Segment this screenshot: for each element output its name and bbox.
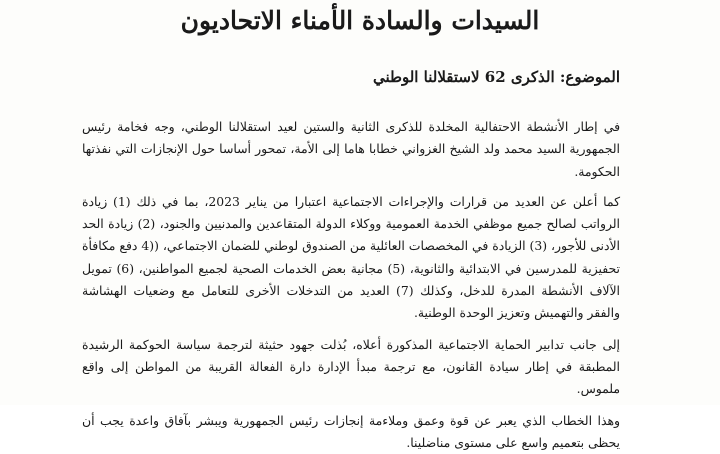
letter-addressee-heading: السيدات والسادة الأمناء الاتحاديون <box>180 6 540 35</box>
body-paragraph-1: في إطار الأنشطة الاحتفالية المخلدة للذكرى الثانية والستين لعيد استقلالنا الوطني، وجه فخامة رئيس الجمهورية السيد محمد ولد الشيخ الغزواني خطابا هاما إلى الأمة، تمحور أساسا حول الإنجازات التي نفذتها الحكومة. <box>82 119 620 179</box>
body-paragraph-4: وهذا الخطاب الذي يعبر عن قوة وعمق وملاءمة إنجازات رئيس الجمهورية ويبشر بآفاق واعدة يجب أن يحظى بتعميم واسع على مستوى مناضلينا. <box>82 412 620 450</box>
letter-body <box>82 116 620 454</box>
letter-subject-line: الموضوع: الذكرى 62 لاستقلالنا الوطني <box>373 68 620 86</box>
body-paragraph-2: كما أعلن عن العديد من قرارات والإجراءات الاجتماعية اعتبارا من يناير 2023، بما في ذلك (1) زيادة الرواتب لصالح جميع موظفي الخدمة العمومية ووكلاء الدولة المتقاعدين والمدنيين والجنود، (2) زيادة الحد الأدنى للأجور، (3) الزيادة في المخصصات العائلية من الصندوق لوطني للضمان الاجتماعي، ((4 دفع مكافأة تحفيزية للمدرسين في الابتدائية والثانوية، (5) مجانية بعض الخدمات الصحية لجميع المواطنين، (6) تمويل الآلاف الأنشطة المدرة للدخل، وكذلك (7) العديد من التدخلات الأخرى للتعامل مع وضعيات الهشاشة والفقر والتهميش وتعزيز الوحدة الوطنية. <box>82 193 621 321</box>
body-paragraph-3: إلى جانب تدابير الحماية الاجتماعية المذكورة أعلاه، بُذلت جهود حثيثة لترجمة سياسة الحوكمة الرشيدة المطبقة في إطار سيادة القانون، مع ترجمة مبدأ الإدارة دارة الفعالة القريبة من المواطن إلى واقع ملموس. <box>82 336 620 397</box>
